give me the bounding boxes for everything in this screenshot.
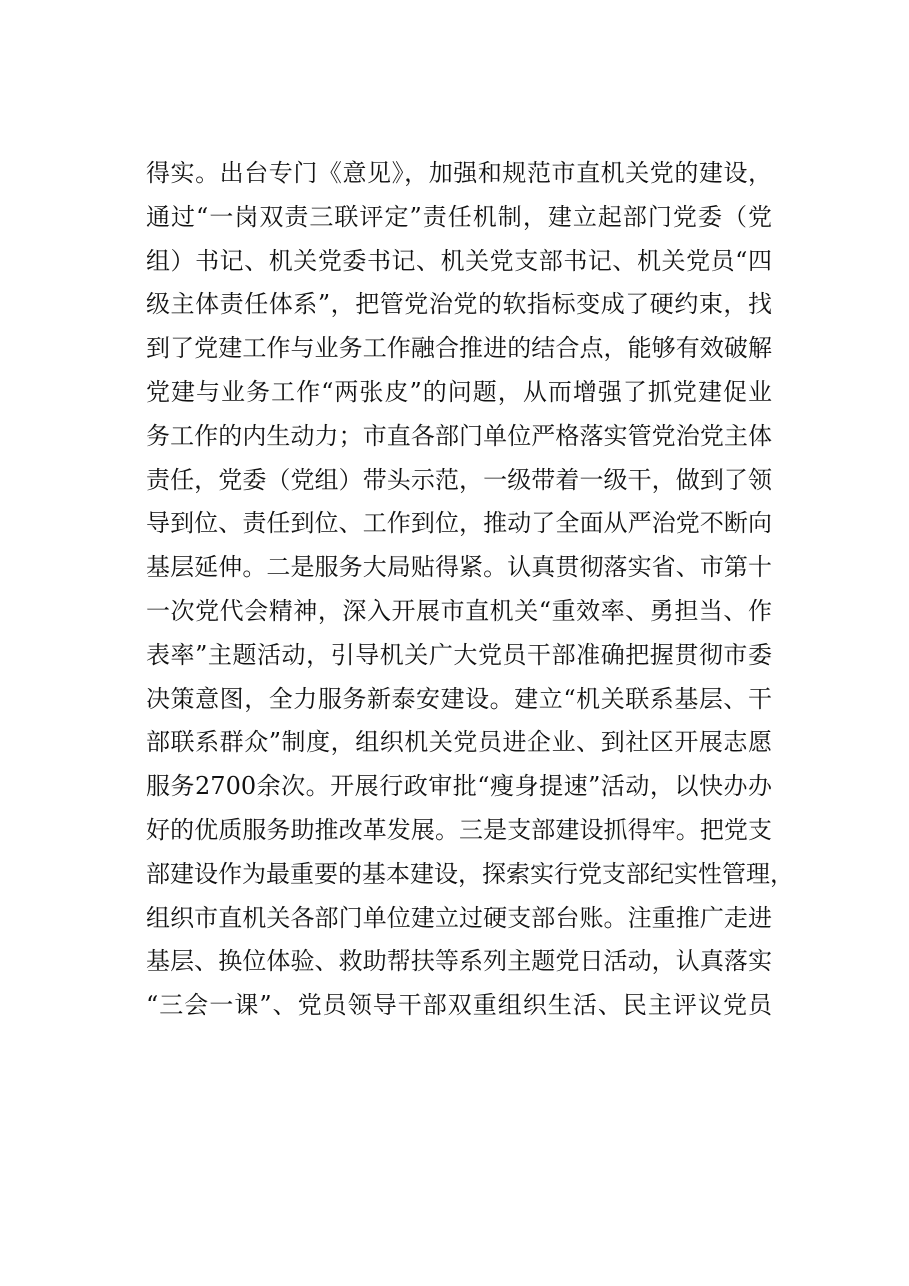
- text-line: 表率”主题活动，引导机关广大党员干部准确把握贯彻市委: [146, 640, 772, 669]
- text-line: 务工作的内生动力；市直各部门单位严格落实管党治党主体: [146, 421, 772, 450]
- text-line: 级主体责任体系”，把管党治党的软指标变成了硬约束，找: [146, 290, 772, 319]
- text-line: 决策意图，全力服务新泰安建设。建立“机关联系基层、干: [146, 684, 772, 713]
- text-line: 导到位、责任到位、工作到位，推动了全面从严治党不断向: [146, 509, 772, 538]
- text-line: 责任，党委（党组）带头示范，一级带着一级干，做到了领: [146, 465, 772, 494]
- text-line: 基层延伸。二是服务大局贴得紧。认真贯彻落实省、市第十: [146, 553, 772, 582]
- text-line: 组）书记、机关党委书记、机关党支部书记、机关党员“四: [146, 246, 772, 275]
- text-line: 部联系群众”制度，组织机关党员进企业、到社区开展志愿: [146, 728, 772, 757]
- text-line: 得实。出台专门《意见》，加强和规范市直机关党的建设，: [146, 159, 772, 187]
- text-line: 一次党代会精神，深入开展市直机关“重效率、勇担当、作: [146, 596, 772, 625]
- text-line: 党建与业务工作“两张皮”的问题，从而增强了抓党建促业: [146, 377, 772, 406]
- text-line: 到了党建工作与业务工作融合推进的结合点，能够有效破解: [146, 334, 772, 363]
- text-line: 通过“一岗双责三联评定”责任机制，建立起部门党委（党: [146, 202, 772, 231]
- text-line: 服务2700余次。开展行政审批“瘦身提速”活动，以快办办: [146, 772, 772, 801]
- body-text: [146, 152, 794, 1028]
- text-line: 组织市直机关各部门单位建立过硬支部台账。注重推广走进: [146, 903, 772, 932]
- text-line: 部建设作为最重要的基本建设，探索实行党支部纪实性管理，: [146, 859, 794, 888]
- text-line: 基层、换位体验、救助帮扶等系列主题党日活动，认真落实: [146, 947, 772, 976]
- text-line: “三会一课”、党员领导干部双重组织生活、民主评议党员: [146, 991, 772, 1020]
- text-line: 好的优质服务助推改革发展。三是支部建设抓得牢。把党支: [146, 815, 772, 844]
